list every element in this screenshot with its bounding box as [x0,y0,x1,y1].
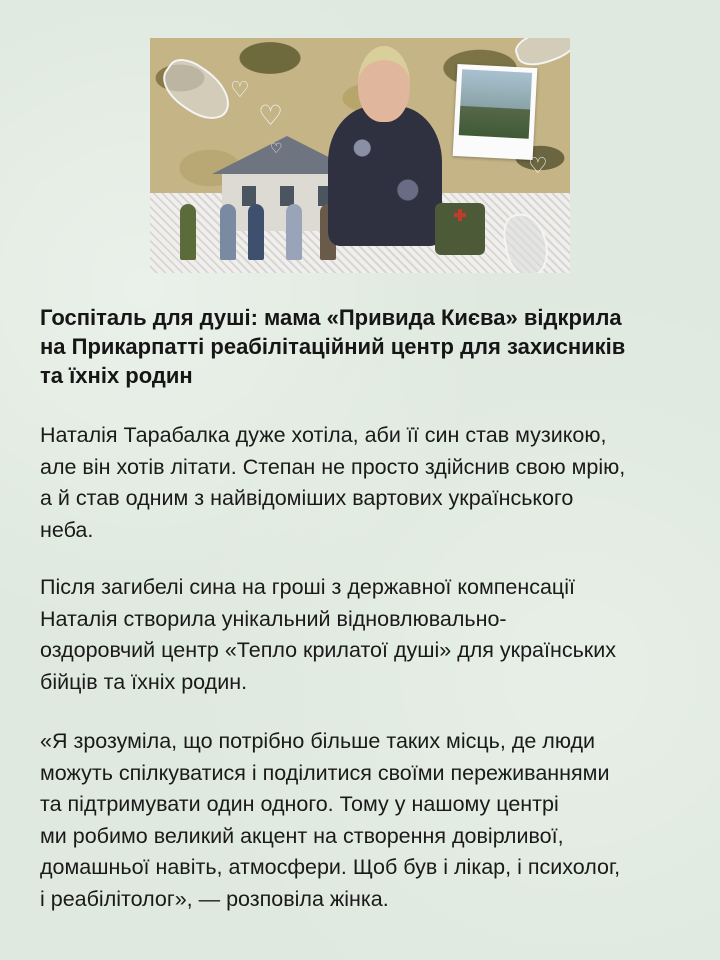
paragraph-quote [40,726,690,915]
article-title [40,303,690,390]
title-line: Госпіталь для душі: мама «Привида Києва» відкрила [40,305,622,330]
paragraph-intro [40,420,690,546]
header-collage-image [150,38,570,273]
paragraph-line: Наталія створила унікальний відновлювально- [40,606,507,631]
paragraph-center [40,572,690,698]
title-line: та їхніх родин [40,363,193,388]
paragraph-line: домашньої навіть, атмосфери. Щоб був і лікар, і психолог, [40,855,621,879]
heart-icon: ♡ [528,154,548,179]
heart-icon: ♡ [230,78,250,103]
paragraph-line: і реабілітолог», — розповіла жінка. [40,886,389,911]
hand-icon [154,51,240,129]
woman-portrait [320,38,450,248]
paragraph-line: неба. [40,517,94,542]
paragraph-line: оздоровчий центр «Тепло крилатої душі» для українських [40,638,616,662]
medkit-icon [435,203,485,255]
paragraph-line: а й став одним з найвідоміших вартових українського [40,486,574,510]
paragraph-line: та підтримувати один одного. Тому у нашому центрі [40,792,559,816]
heart-icon: ♡ [270,141,283,157]
paragraph-line: можуть спілкуватися і поділитися своїми переживаннями [40,760,610,785]
paragraph-line: «Я зрозуміла, що потрібно більше таких місць, де люди [40,729,596,753]
paragraph-line: ми робимо великий акцент на створення довірливої, [40,823,564,848]
paragraph-line: Наталія Тарабалка дуже хотіла, аби її син став музикою, [40,423,607,447]
title-line: на Прикарпатті реабілітаційний центр для захисників [40,334,626,359]
heart-icon: ♡ [258,99,284,132]
pilot-photo [453,64,538,160]
paragraph-line: бійців та їхніх родин. [40,669,248,694]
paragraph-line: але він хотів літати. Степан не просто здійснив свою мрію, [40,454,626,479]
paragraph-line: Після загибелі сина на гроші з державної компенсації [40,575,576,599]
